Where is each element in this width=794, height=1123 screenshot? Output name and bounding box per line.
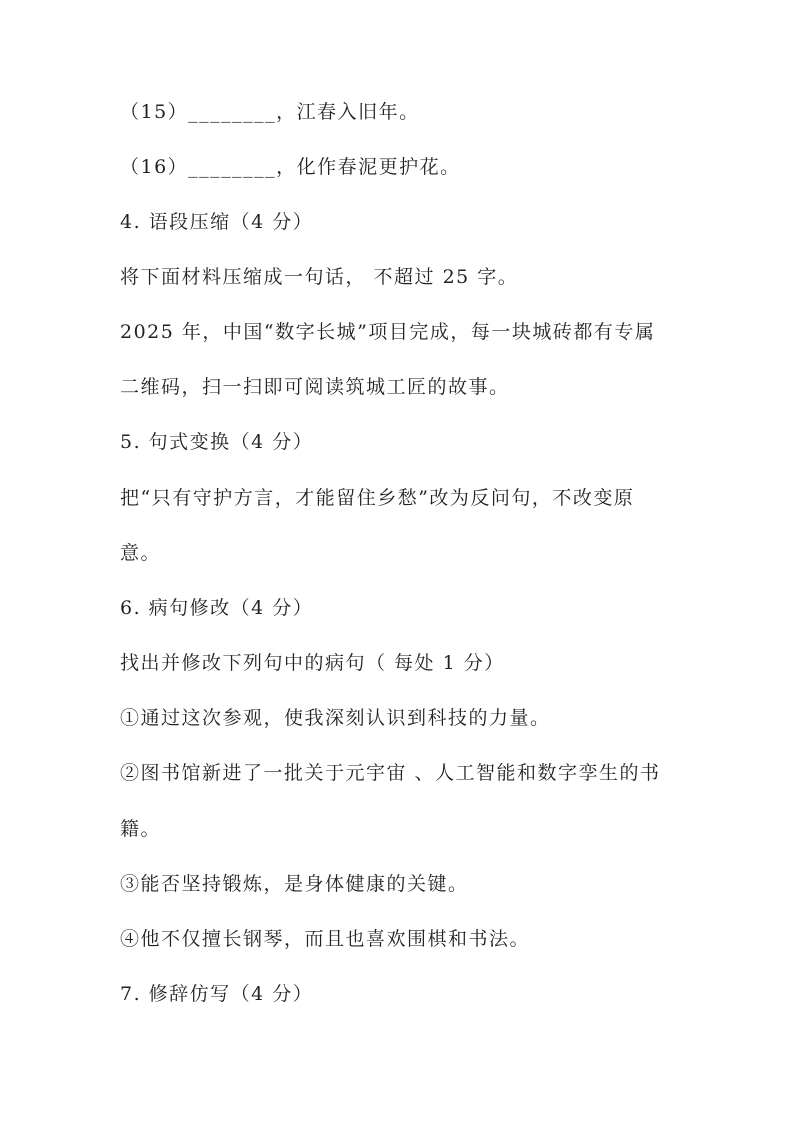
question-6-instruction: 找出并修改下列句中的病句（ 每处 1 分）	[120, 652, 505, 674]
question-6-heading: 6. 病句修改（4 分）	[120, 597, 314, 619]
question-4-heading: 4. 语段压缩（4 分）	[120, 211, 314, 233]
question-6-item-2-line-2: 籍。	[120, 818, 162, 840]
fill-blank-16: （16）________，化作春泥更护花。	[120, 156, 461, 178]
question-6-item-3: ③能否坚持锻炼，是身体健康的关键。	[120, 873, 469, 895]
fill-blank-15: （15）________，江春入旧年。	[120, 101, 420, 123]
question-4-material-line-2: 二维码，扫一扫即可阅读筑城工匠的故事。	[120, 376, 510, 398]
question-5-instruction-line-1: 把“只有守护方言，才能留住乡愁”改为反问句，不改变原	[120, 487, 635, 509]
question-5-heading: 5. 句式变换（4 分）	[120, 431, 314, 453]
question-6-item-2-line-1: ②图书馆新进了一批关于元宇宙 、人工智能和数字孪生的书	[120, 762, 661, 784]
question-4-instruction: 将下面材料压缩成一句话， 不超过 25 字。	[120, 266, 519, 288]
question-6-item-4: ④他不仅擅长钢琴，而且也喜欢围棋和书法。	[120, 928, 531, 950]
question-7-heading: 7. 修辞仿写（4 分）	[120, 983, 314, 1005]
question-6-item-1: ①通过这次参观，使我深刻认识到科技的力量。	[120, 707, 551, 729]
question-5-instruction-line-2: 意。	[120, 542, 162, 564]
question-4-material-line-1: 2025 年，中国“数字长城”项目完成，每一块城砖都有专属	[120, 321, 656, 343]
